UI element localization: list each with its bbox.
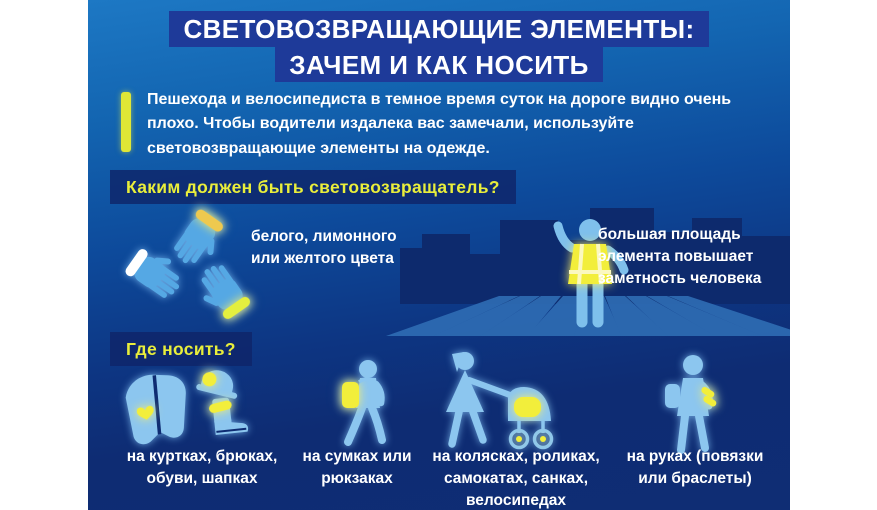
section-heading-where: Где носить?	[110, 332, 252, 366]
poster-title	[88, 11, 790, 82]
title-line-1: СВЕТОВОЗВРАЩАЮЩИЕ ЭЛЕМЕНТЫ:	[169, 11, 708, 47]
reflective-blanket	[514, 397, 541, 417]
glove-colors-caption: белого, лимонного или желтого цвета	[251, 228, 397, 267]
vest-area-caption: большая площадь элемента повышает заметность человека	[598, 226, 762, 287]
boot-shape	[208, 396, 249, 436]
caption-armbands: на руках (повязки или браслеты)	[626, 448, 764, 487]
poster-canvas	[88, 0, 790, 510]
backpack-walker-icon	[326, 358, 398, 450]
armband-child-icon	[653, 352, 733, 457]
title-line-2: ЗАЧЕМ И КАК НОСИТЬ	[275, 47, 602, 83]
caption-bags: на сумках или рюкзаках	[302, 448, 412, 487]
cap-shape	[196, 366, 243, 399]
caption-strollers: на колясках, роликах, самокатах, санках, велосипедах	[432, 448, 600, 509]
intro-text: Пешехода и велосипедиста в темное время суток на дороге видно очень плохо. Чтобы водители издалека вас замечали, используйте световозвращающие элементы на одежде.	[147, 91, 732, 157]
stroller-icon	[438, 350, 573, 455]
reflective-backpack	[342, 382, 359, 408]
glove-yellow-band	[169, 208, 232, 274]
section-heading-what: Каким должен быть световозвращатель?	[110, 170, 516, 204]
clothes-icon	[114, 358, 264, 448]
glove-white-band	[124, 241, 190, 304]
jacket-shape	[123, 369, 194, 446]
gloves-icon	[116, 208, 266, 323]
glove-lemon-band	[189, 259, 252, 325]
caption-clothes: на куртках, брюках, обуви, шапках	[126, 448, 278, 487]
intro-accent-bar	[121, 92, 131, 152]
